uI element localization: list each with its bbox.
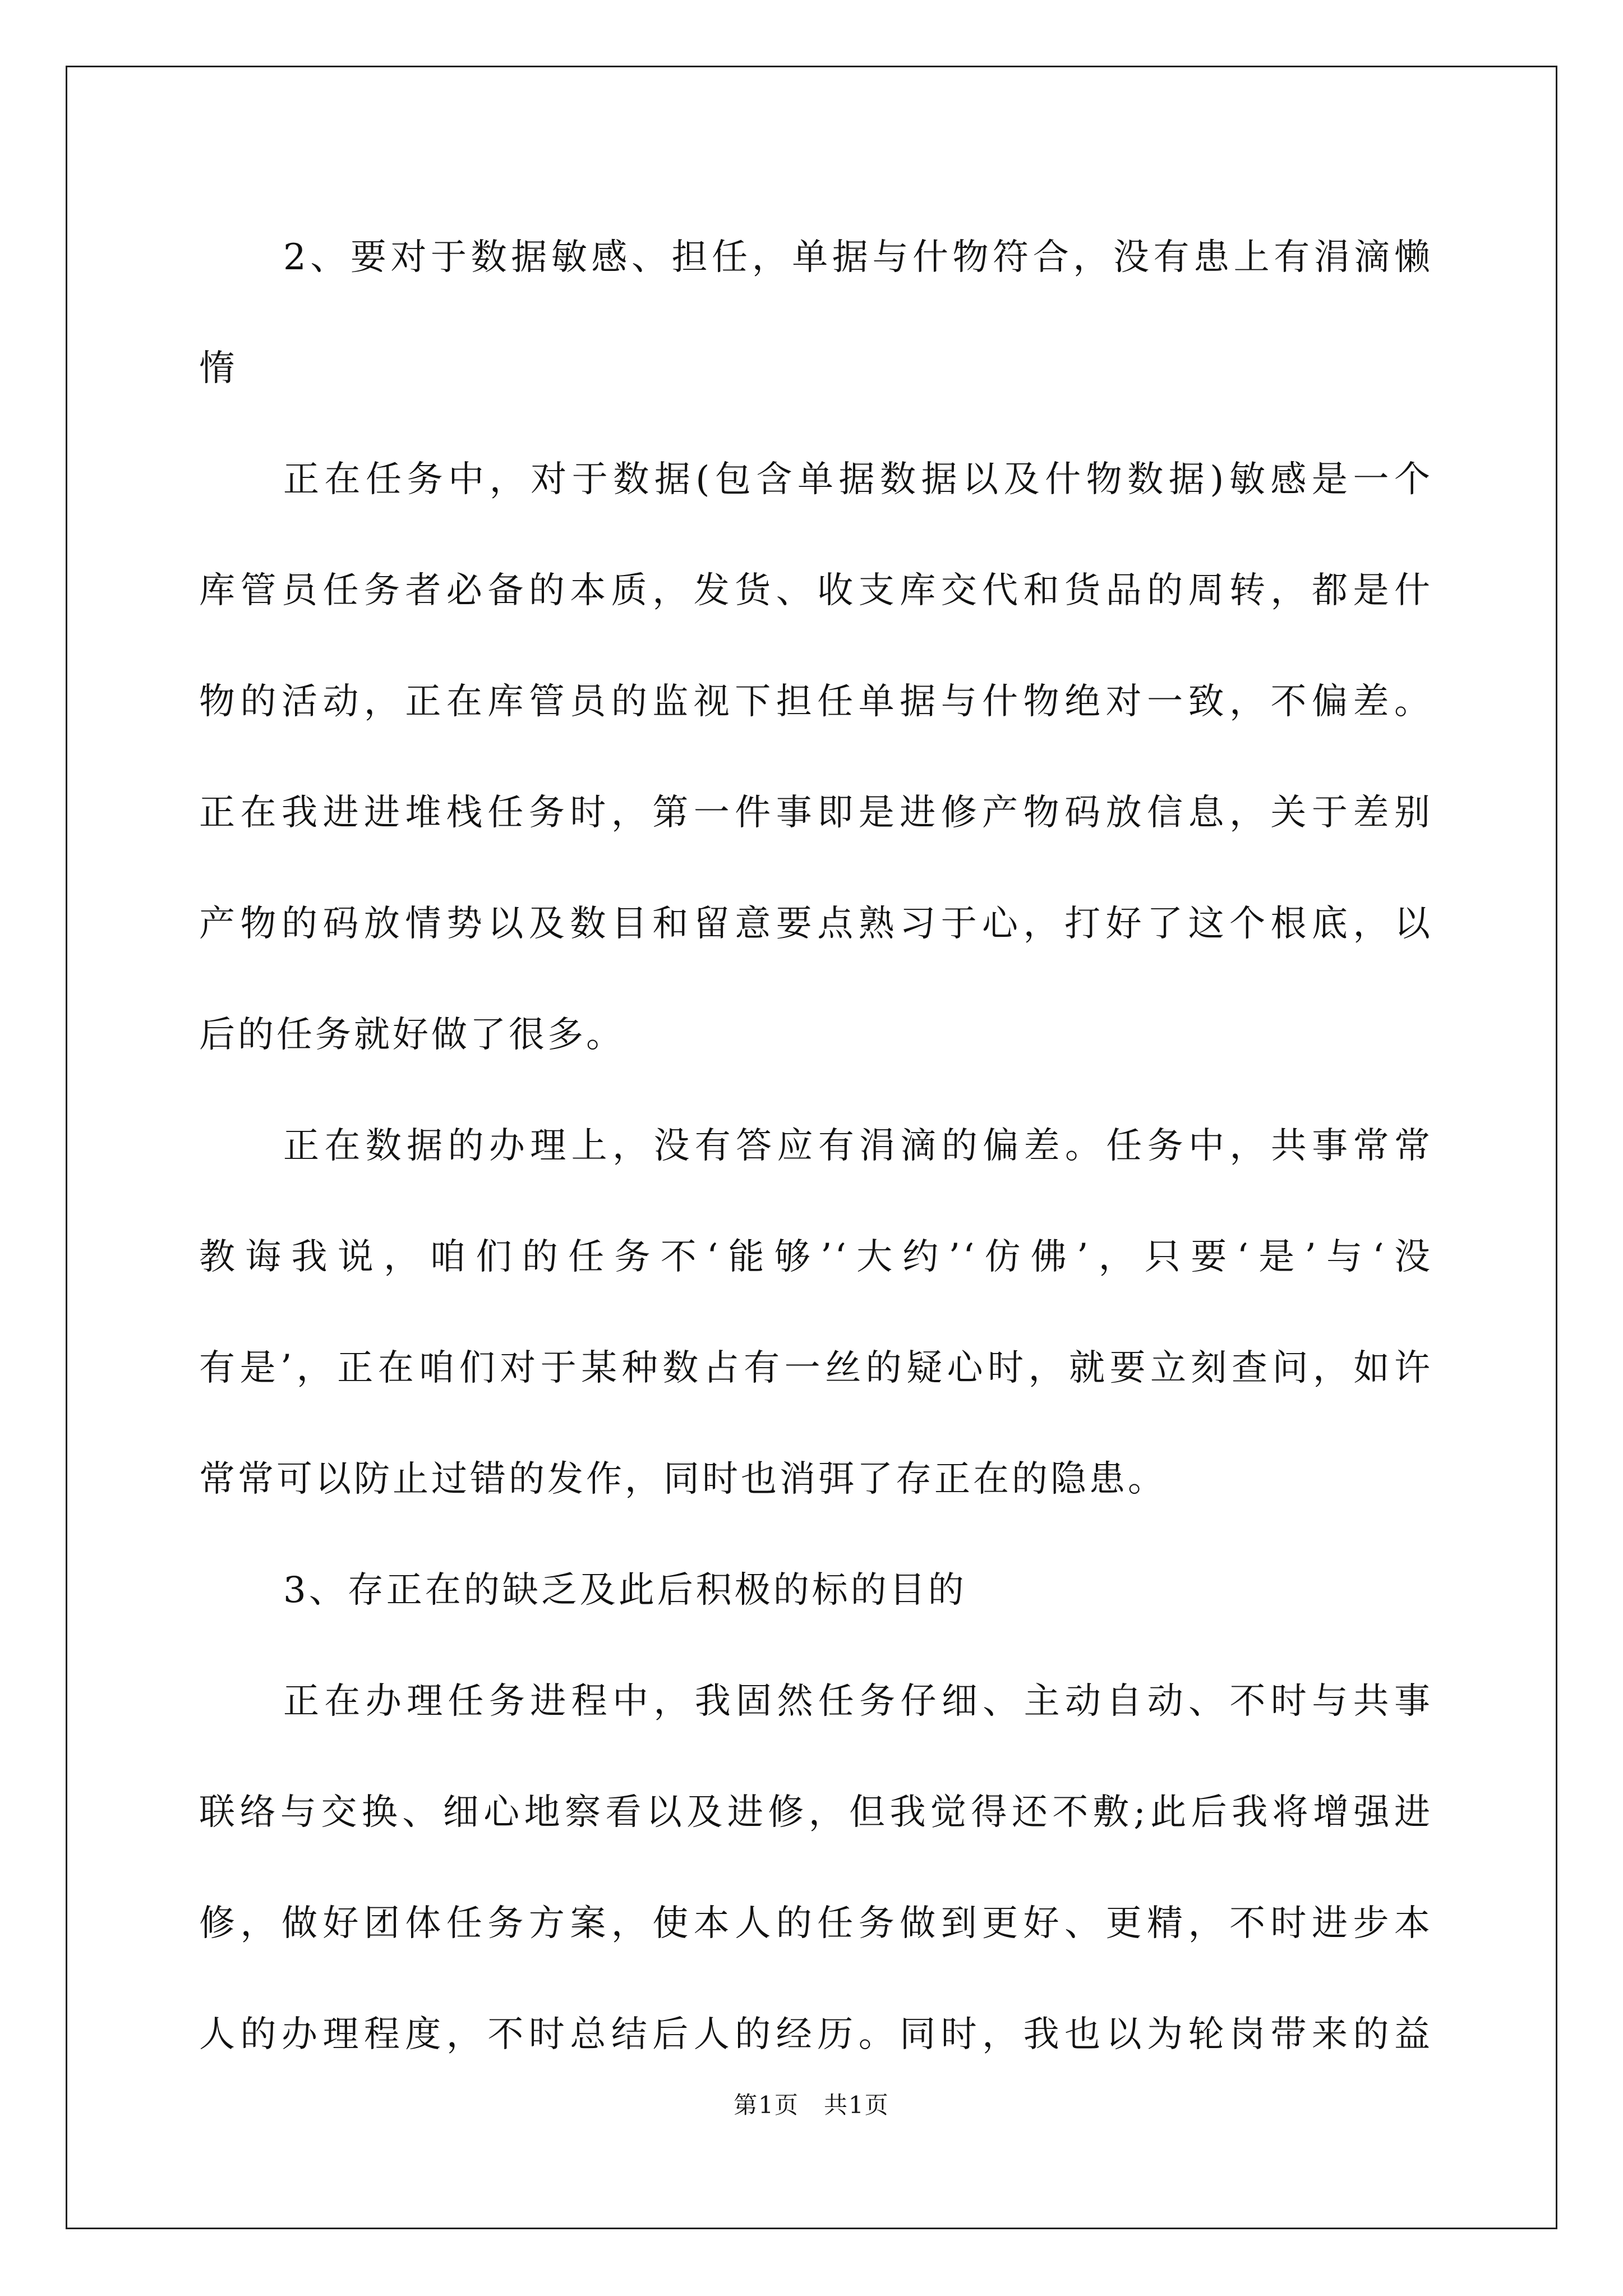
paragraph-line: 常常可以防止过错的发作，同时也消弭了存正在的隐患。: [199, 1458, 1166, 1500]
paragraph-line: 库管员任务者必备的本质，发货、收支库交代和货品的周转，都是什: [199, 570, 1433, 611]
paragraph-line: 产物的码放情势以及数目和留意要点熟习于心，打好了这个根底，以: [199, 903, 1433, 945]
paragraph-line: 正在我进进堆栈任务时，第一件事即是进修产物码放信息，关于差别: [199, 792, 1433, 834]
section-heading: 3、存正在的缺乏及此后积极的标的目的: [283, 1570, 967, 1611]
paragraph-line: 有是’，正在咱们对于某种数占有一丝的疑心时，就要立刻查问，如许: [199, 1347, 1433, 1389]
paragraph-line: 正在任务中，对于数据(包含单据数据以及什物数据)敏感是一个: [283, 459, 1433, 500]
paragraph-line: 正在办理任务进程中，我固然任务仔细、主动自动、不时与共事: [283, 1681, 1433, 1722]
paragraph-line: 修，做好团体任务方案，使本人的任务做到更好、更精，不时进步本: [199, 1903, 1433, 1944]
paragraph-line: 物的活动，正在库管员的监视下担任单据与什物绝对一致，不偏差。: [199, 681, 1433, 723]
paragraph-line: 后的任务就好做了很多。: [199, 1014, 625, 1056]
document-body: [199, 202, 1433, 2090]
paragraph-line: 联络与交换、细心地察看以及进修，但我觉得还不敷;此后我将增强进: [199, 1792, 1433, 1833]
paragraph-line: 教诲我说，咱们的任务不‘能够’‘大约’‘仿佛’，只要‘是’与‘没: [199, 1236, 1433, 1278]
paragraph-line: 正在数据的办理上，没有答应有涓滴的偏差。任务中，共事常常: [283, 1125, 1433, 1167]
paragraph-line: 2、要对于数据敏感、担任，单据与什物符合，没有患上有涓滴懒: [283, 237, 1433, 278]
paragraph-line: 人的办理程度，不时总结后人的经历。同时，我也以为轮岗带来的益: [199, 2014, 1433, 2055]
paragraph-line: 惰: [199, 348, 238, 389]
page-number-footer: 第1页 共1页: [734, 2091, 889, 2119]
